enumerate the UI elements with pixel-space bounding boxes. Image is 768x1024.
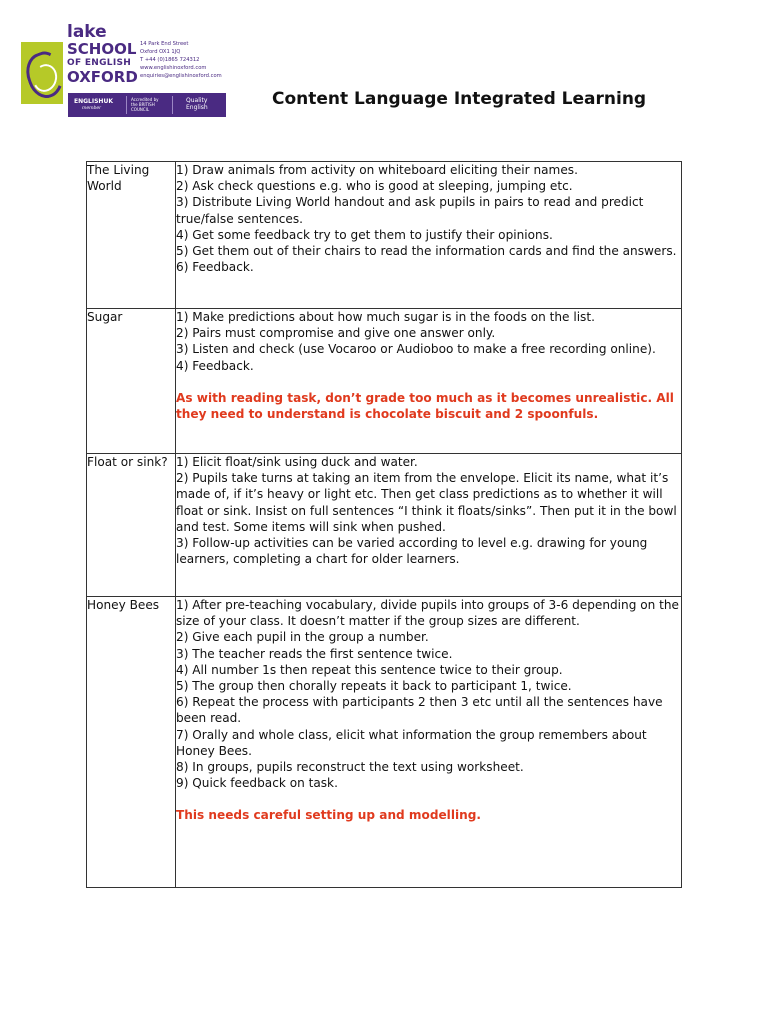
school-name (67, 24, 138, 85)
english-uk-sub: member (82, 106, 102, 111)
steps-cell (176, 162, 682, 309)
step-item: 5) Get them out of their chairs to read the information cards and find the answers. (176, 244, 677, 259)
topic-cell (87, 454, 176, 597)
step-item: 2) Ask check questions e.g. who is good at sleeping, jumping etc. (176, 179, 573, 194)
step-item: 8) In groups, pupils reconstruct the text using worksheet. (176, 760, 524, 775)
divider (126, 96, 127, 114)
topic-cell (87, 309, 176, 454)
steps-cell (176, 309, 682, 454)
steps-cell (176, 454, 682, 597)
contact-website: www.englishinoxford.com (140, 65, 207, 71)
teacher-note: As with reading task, don’t grade too much as it becomes unrealistic. All they need to understand is chocolate biscuit and 2 spoonfuls. (176, 390, 674, 422)
british-council-badge: Accredited by the BRITISH COUNCIL (131, 97, 159, 112)
lake-emblem-icon (21, 42, 63, 104)
step-item: 1) Make predictions about how much sugar is in the foods on the list. (176, 310, 595, 324)
step-item: 4) Get some feedback try to get them to justify their opinions. (176, 227, 553, 242)
step-item: 1) After pre-teaching vocabulary, divide pupils into groups of 3-6 depending on the size of your class. It doesn’t matter if the group sizes are different. (176, 598, 679, 629)
topic-cell (87, 162, 176, 309)
step-item: 3) Follow-up activities can be varied according to level e.g. drawing for young learners, completing a chart for older learners. (176, 536, 648, 567)
table-row (87, 597, 682, 888)
school-name-line2: SCHOOL (67, 40, 137, 58)
school-logo (17, 22, 231, 119)
step-item: 5) The group then chorally repeats it back to participant 1, twice. (176, 679, 572, 694)
lesson-table (86, 161, 682, 888)
step-item: 9) Quick feedback on task. (176, 776, 338, 791)
step-item: 6) Feedback. (176, 260, 254, 275)
accreditation-bar (68, 93, 226, 117)
step-item: 2) Pairs must compromise and give one answer only. (176, 326, 496, 341)
school-name-line4: OXFORD (67, 68, 138, 86)
step-item: 4) All number 1s then repeat this sentence twice to their group. (176, 662, 563, 677)
table-row (87, 162, 682, 309)
school-name-line3: OF ENGLISH (67, 58, 132, 68)
step-item: 3) Distribute Living World handout and ask pupils in pairs to read and predict true/false sentences. (176, 195, 644, 226)
contact-city: Oxford OX1 1JQ (140, 49, 181, 55)
step-item: 1) Draw animals from activity on whiteboard eliciting their names. (176, 163, 578, 177)
school-contact (140, 40, 232, 80)
topic-label: Float or sink? (87, 455, 168, 469)
divider (172, 96, 173, 114)
step-item: 7) Orally and whole class, elicit what information the group remembers about Honey Bees. (176, 727, 647, 758)
quality-english-badge: Quality English (186, 97, 208, 111)
step-item: 4) Feedback. (176, 358, 254, 373)
steps-cell (176, 597, 682, 888)
step-item: 1) Elicit float/sink using duck and water. (176, 455, 418, 469)
step-item: 6) Repeat the process with participants 2 then 3 etc until all the sentences have been read. (176, 695, 663, 726)
table-row (87, 309, 682, 454)
step-item: 3) The teacher reads the first sentence twice. (176, 646, 453, 661)
contact-street: 14 Park End Street (140, 41, 189, 47)
step-item: 2) Give each pupil in the group a number. (176, 630, 429, 645)
english-uk-badge: ENGLISHUK (74, 98, 113, 105)
table-row (87, 454, 682, 597)
teacher-note: This needs careful setting up and modelling. (176, 808, 481, 823)
contact-phone: T +44 (0)1865 724312 (140, 57, 200, 63)
school-name-line1: lake (67, 22, 107, 42)
topic-label: Honey Bees (87, 598, 160, 612)
topic-label: The Living World (87, 163, 150, 194)
step-item: 2) Pupils take turns at taking an item from the envelope. Elicit its name, what it’s made of, if it’s heavy or light etc. Then get class predictions as to whether it will float or sink. Insist on full sentences “I think it floats/sinks”. Then put it in the bowl and test. Some items will sink when pushed. (176, 471, 677, 534)
step-item: 3) Listen and check (use Vocaroo or Audioboo to make a free recording online). (176, 342, 656, 357)
topic-label: Sugar (87, 310, 123, 324)
page-title: Content Language Integrated Learning (272, 89, 647, 109)
contact-email: enquiries@englishinoxford.com (140, 73, 222, 79)
topic-cell (87, 597, 176, 888)
